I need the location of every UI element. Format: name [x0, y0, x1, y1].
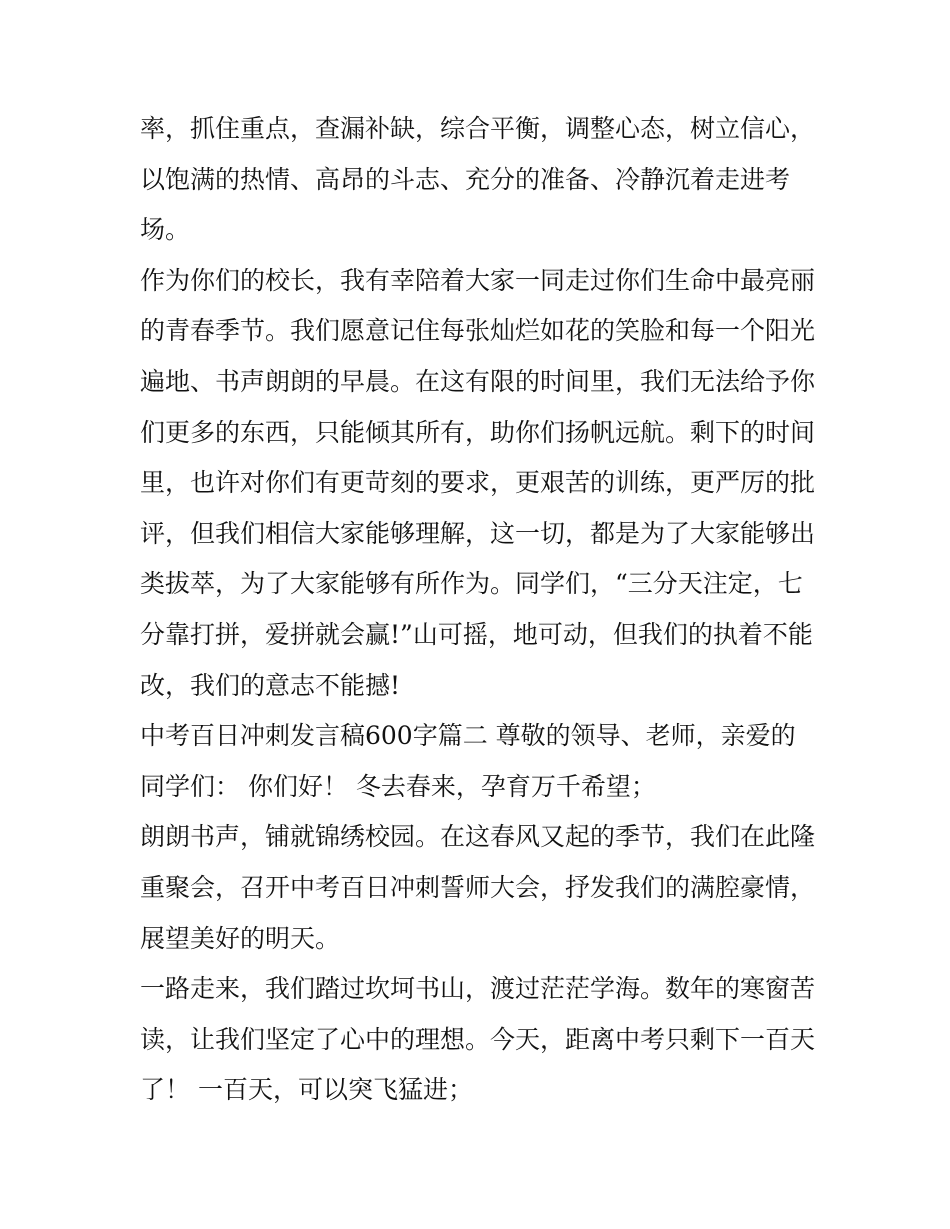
text-line: 改，我们的意志不能撼! [140, 670, 401, 700]
text-line: 朗朗书声，铺就锦绣校园。在这春风又起的季节，我们在此隆 [140, 822, 816, 852]
text-line: 作为你们的校长，我有幸陪着大家一同走过你们生命中最亮丽 [140, 265, 816, 295]
text-line: 读，让我们坚定了心中的理想。今天，距离中考只剩下一百天 [140, 1024, 816, 1054]
text-line: 了！ 一百天，可以突飞猛进； [140, 1075, 473, 1105]
paragraph-1 [140, 104, 820, 256]
text-line: 们更多的东西，只能倾其所有，助你们扬帆远航。剩下的时间 [140, 417, 816, 447]
text-line: 以饱满的热情、高昂的斗志、充分的准备、冷静沉着走进考 [140, 164, 791, 194]
paragraph-3 [140, 711, 820, 812]
text-line: 率，抓住重点，查漏补缺，综合平衡，调整心态，树立信心， [140, 114, 816, 143]
text-line: 同学们： 你们好！ 冬去春来，孕育万千希望； [140, 771, 656, 801]
text-line: 里，也许对你们有更苛刻的要求，更艰苦的训练，更严厉的批 [140, 468, 816, 498]
text-line: 展望美好的明天。 [140, 923, 341, 953]
text-line: 中考百日冲刺发言稿600字篇二 尊敬的领导、老师，亲爱的 [140, 721, 796, 751]
paragraph-5 [140, 964, 820, 1116]
document-body [140, 104, 820, 1116]
text-line: 遍地、书声朗朗的早晨。在这有限的时间里，我们无法给予你 [140, 366, 816, 396]
text-line: 一路走来，我们踏过坎坷书山，渡过茫茫学海。数年的寒窗苦 [140, 974, 816, 1004]
paragraph-2 [140, 256, 820, 711]
text-line: 评，但我们相信大家能够理解，这一切，都是为了大家能够出 [140, 518, 816, 548]
text-line: 分靠打拼，爱拼就会赢!”山可摇，地可动，但我们的执着不能 [140, 619, 813, 649]
text-line: 重聚会，召开中考百日冲刺誓师大会，抒发我们的满腔豪情， [140, 872, 816, 902]
text-line: 的青春季节。我们愿意记住每张灿烂如花的笑脸和每一个阳光 [140, 316, 816, 346]
text-line: 场。 [140, 215, 191, 245]
text-line: 类拔萃，为了大家能够有所作为。同学们，“三分天注定，七 [140, 569, 803, 599]
paragraph-4 [140, 812, 820, 964]
